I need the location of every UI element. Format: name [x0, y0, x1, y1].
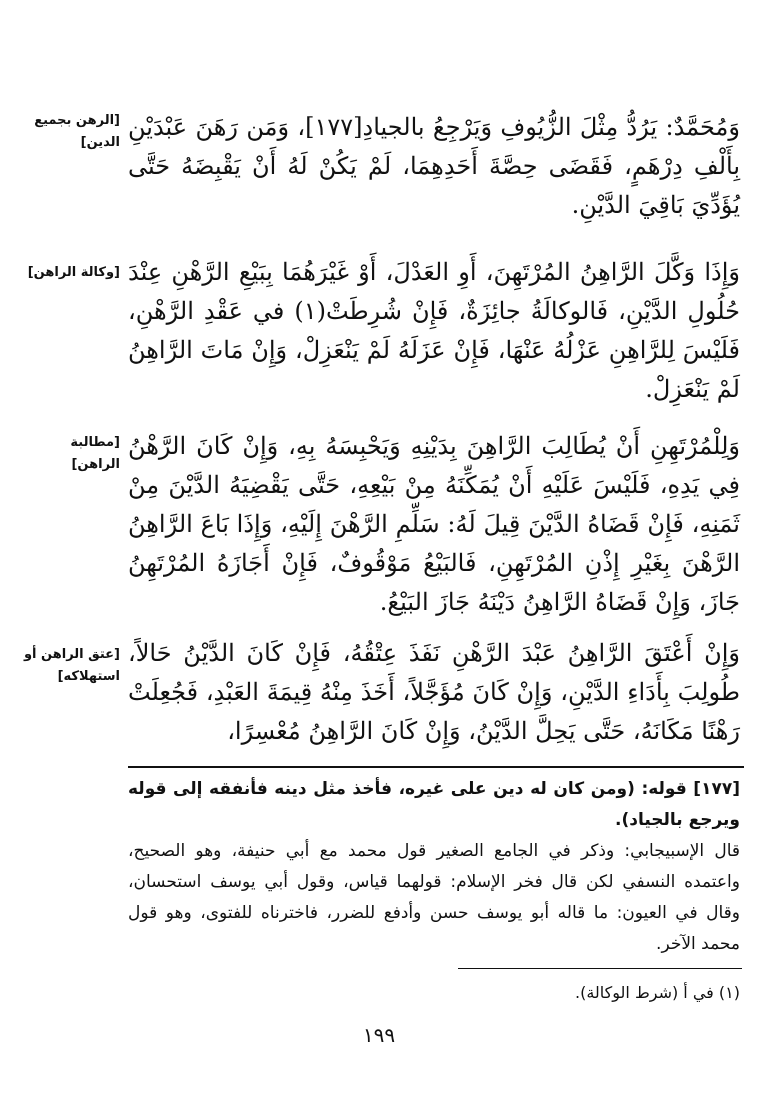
paragraph-2: [128, 253, 740, 409]
commentary-177-heading: [١٧٧] قوله: (ومن كان له دين على غيره، فأخذ مثل دينه فأنفقه إلى قوله ويرجع بالجياد).: [128, 779, 740, 830]
paragraph-1: [128, 108, 740, 225]
paragraph-4-text: وَإِنْ أَعْتَقَ الرَّاهِنُ عَبْدَ الرَّهْنِ نَفَذَ عِتْقُهُ، فَإِنْ كَانَ الدَّيْنُ حَالاً، طُولِبَ بِأَدَاءِ الدَّيْنِ، وَإِنْ كَانَ مُؤَجَّلاً، أَخَذَ مِنْهُ قِيمَةَ العَبْدِ، فَجُعِلَتْ رَهْنًا مَكَانَهُ، حَتَّى يَحِلَّ الدَّيْنُ، وَإِنْ كَانَ الرَّاهِنُ مُعْسِرًا،: [128, 639, 740, 745]
paragraph-1-text: وَمُحَمَّدٌ: يَرُدُّ مِثْلَ الزُّيُوفِ وَيَرْجِعُ بالجيادِ[١٧٧]، وَمَن رَهَنَ عَبْدَيْنِ بِأَلْفِ دِرْهَمٍ، فَقَضَى حِصَّةَ أَحَدِهِمَا، لَمْ يَكُنْ لَهُ أَنْ يَقْبِضَهُ حَتَّى يُؤَدِّيَ بَاقِيَ الدَّيْنِ.: [128, 113, 740, 219]
paragraph-2-text: وَإِذَا وَكَّلَ الرَّاهِنُ المُرْتَهِنَ، أَوِ العَدْلَ، أَوْ غَيْرَهُمَا بِبَيْعِ الرَّهْنِ عِنْدَ حُلُولِ الدَّيْنِ، فَالوكالَةُ جائِزَةٌ، فَإِنْ شُرِطَتْ(١) في عَقْدِ الرَّهْنِ، فَلَيْسَ لِلرَّاهِنِ عَزْلُهُ عَنْهَا، فَإِنْ عَزَلَهُ لَمْ يَنْعَزِلْ، وَإِنْ مَاتَ الرَّاهِنُ لَمْ يَنْعَزِلْ.: [128, 258, 740, 403]
footnote-divider: [458, 968, 742, 969]
commentary-177: [128, 774, 740, 960]
paragraph-4: [128, 634, 740, 751]
page-number: ١٩٩: [362, 1023, 396, 1047]
paragraph-3: [128, 427, 740, 622]
side-heading-mortgage-whole-debt: [الرهن بجميع الدين]: [34, 113, 120, 150]
side-heading-claim-mortgagor: [مطالبة الراهن]: [70, 435, 120, 472]
commentary-177-body: قال الإسبيجابي: وذكر في الجامع الصغير قول محمد مع أبي حنيفة، وهو الصحيح، واعتمده النسفي لكن قال فخر الإسلام: قولهما قياس، وقول أبي يوسف استحسان، وقال في العيون: ما قاله أبو يوسف حسن وأدفع للضرر، فاخترناه للفتوى، وهو قول محمد الآخر.: [128, 841, 740, 954]
footnote-1: (١) في أ (شرط الوكالة).: [575, 983, 740, 1002]
side-heading-manumission: [عتق الراهن أو استهلاكه]: [23, 647, 120, 684]
paragraph-3-text: وَلِلْمُرْتَهِنِ أَنْ يُطَالِبَ الرَّاهِنَ بِدَيْنِهِ وَيَحْبِسَهُ بِهِ، وَإِنْ كَانَ الرَّهْنُ فِي يَدِهِ، فَلَيْسَ عَلَيْهِ أَنْ يُمَكِّنَهُ مِنْ بَيْعِهِ، حَتَّى يَقْضِيَهُ الدَّيْنَ مِنْ ثَمَنِهِ، فَإِنْ قَضَاهُ الدَّيْنَ قِيلَ لَهُ: سَلِّمِ الرَّهْنَ إِلَيْهِ، وَإِذَا بَاعَ الرَّاهِنُ الرَّهْنَ بِغَيْرِ إِذْنِ المُرْتَهِنِ، فَالبَيْعُ مَوْقُوفٌ، فَإِنْ أَجَازَهُ المُرْتَهِنُ جَازَ، وَإِنْ قَضَاهُ الرَّاهِنُ دَيْنَهُ جَازَ البَيْعُ.: [128, 432, 740, 616]
side-heading-mortgagor-agency: [وكالة الراهن]: [27, 265, 120, 280]
commentary-divider: [128, 766, 744, 768]
